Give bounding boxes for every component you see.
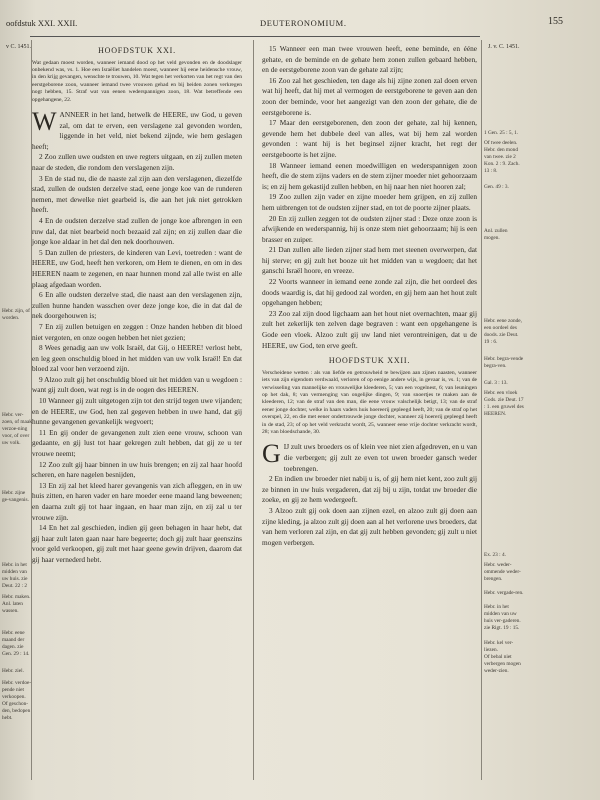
margin-note: Of bebal niet verbergen mogen weder-zien. xyxy=(484,654,521,674)
margin-note: Hebr. ziel. xyxy=(2,668,24,674)
header-book-title: DEUTERONOMIUM. xyxy=(260,18,347,28)
chapter-title: HOOFDSTUK XXII. xyxy=(328,356,411,366)
margin-note: Gen. 49 : 3. xyxy=(484,184,509,190)
right-column xyxy=(262,44,477,548)
verse: 2 En indien uw broeder niet nabij u is, of gij hem niet kent, zoo zult gij ze binnen in uw huis vergaderen, dat zij bij u zijn, totdat uw broeder die zoeke, en gij ze hem wedergeeft. xyxy=(262,474,477,505)
verse: 5 Dan zullen de priesters, de kinderen van Levi, toetreden : want de HEERE, uw God, heeft hen verkoren, om Hem te dienen, en om in des HEEREN naam te zegenen, en naar hunnen mond zal alle twist en alle plaag afgedaan worden. xyxy=(32,247,242,289)
margin-note: Hebr. verdoe-pende niet verkoopen. Of geschon-den, bedopen hebt. xyxy=(2,680,32,721)
year-right: J. v. C. 1451. xyxy=(488,44,520,50)
verse: 3 Alzoo zult gij ook doen aan zijnen ezel, en alzoo zult gij doen aan zijne kleding, ja alzoo zult gij doen aan al het verlorene uws broeders, dat van hem verloren zal zijn, en dat gij zult hebben gevonden; gij zult u niet mogen verbergen. xyxy=(262,506,477,547)
verse: 9 Alzoo zult gij het onschuldig bloed uit het midden van u wegdoen : want gij zult doen, wat regt is in de oogen des HEEREN. xyxy=(32,374,242,395)
drop-cap: G xyxy=(262,439,281,469)
verse: 12 Zoo zult gij haar binnen in uw huis brengen; en zij zal haar hoofd scheren, en hare nagelen besnijden, xyxy=(32,459,242,480)
verse: 2 Zoo zullen uwe oudsten en uwe regters uitgaan, en zij zullen meten naar de steden, die rondom den verslagenen zijn. xyxy=(32,152,242,172)
verse: 14 En het zal geschieden, indien gij geen behagen in haar hebt, dat gij haar zult laten gaan naar hare begeerte; doch gij zult haar geenszins voor geld verkoopen, gij zult met haar geene gewin drijven, daarom dat gij haar vernederd hebt. xyxy=(32,523,242,564)
margin-note: Hebr. een vloek Gods. zie Deut. 17 : 1. een gruwel des HEEREN. xyxy=(484,390,524,417)
margin-note: Hebr. kel ver-liezen. xyxy=(484,640,514,653)
verse: WANNEER in het land, hetwelk de HEERE, uw God, u geven zal, om dat te erven, een verslagene zal gevonden worden, liggende in het veld, niet bekend zijnde, wie hem geslagen heeft; xyxy=(32,107,242,151)
verse: 16 Zoo zal het geschieden, ten dage als hij zijne zonen zal doen erven wat hij heeft, dat hij met al vermogen de eerstgeborene te geven aan den zoon der beminde, voor het aangezigt van den zoon der gehate, die de eerstgeborene is. xyxy=(262,75,477,117)
margin-divider-right xyxy=(481,40,482,780)
verse: 23 Zoo zal zijn dood ligchaam aan het hout niet overnachten, maar gij zult het zekerlijk ten zelven dage begraven : want een opgehangene is Gode een vloek. Alzoo zult gij uw land niet verontreinigen, dat u de HEERE, uw God, ten erve geeft. xyxy=(262,308,477,350)
page-header xyxy=(0,16,600,50)
chapter-summary: Verscheidene wetten : als van liefde en getrouwheid te bewijzen aan zijnen naasten, wanneer iets van zijn eigendom verdwaald, verloren of op eenige andere wijs, in gevaar is, vs. 1; van de verwisseling van mannelijke en vrouwelijke kleederen, 5; van een vogelnest, 6; van leuningen op het dak, 8; van vermenging van ongelijke dingen, 9; van snoertjes te maken aan de kleederen, 12; van de straf van den man, die eene vrouw valschelijk betigt, 13; van de straf eener jonge dochter, welke in haars vaders huis hoereerij gepleegd heeft, 20; van de straf op het overspel, 22, en die met eener ondertrouwde jonge dochter, wanneer zij hoererij gepleegd heeft in de stad, 23; of op het veld verkracht wordt, 25, wanneer eene vrije dochter verkracht wordt, 28; van bloedschande, 30. xyxy=(262,369,477,436)
margin-note: Hebr. begra-vende begra-ven. xyxy=(484,356,524,369)
chapter-title: HOOFDSTUK XXI. xyxy=(98,46,176,55)
margin-note: Hebr. eene zonde, een oordeel des doods. zie Deut. 19 : 6. xyxy=(484,318,522,345)
margin-note: Hebr. zijne ge-vangenis. xyxy=(2,490,29,503)
margin-note: Of twee deelen. Hebr. den mond van twee. zie 2 Kon. 2 : 9. Zach. 13 : 8. xyxy=(484,140,520,174)
page-number: 155 xyxy=(548,16,563,27)
margin-note: Hebr. maken. Anl. laten wassen. xyxy=(2,594,31,614)
margin-note: Hebr. weder-ommende weder-brengen. xyxy=(484,562,521,582)
margin-note: Hebr. ver-zoen, of maak verzoe-ning voor, of over uw volk. xyxy=(2,412,32,446)
header-chapter-ref: oofdstuk XXI. XXII. xyxy=(6,18,78,28)
margin-note: Hebr. in het midden van uw huis ver-gaderen. zie Rigt. 19 : 15. xyxy=(484,604,521,631)
chapter-summary: Wat gedaan moest worden, wanneer iemand dood op het veld gevonden en de doodslager onbekend was, vs. 1. Hoe een Israëliet handelen moest, wanneer hij eene heidensche vrouw, in den krijg gevangen, wenschte te trouwen, 10. Wat tegen het verkorten van het regt van den eerstgeborene zoon, wanneer iemand twee vrouwen gehad en bij beiden zonen verkregen nogt hebben, 15. Straf wat van eenen wederspannigen zoon, 18. Wat betreffende een opgehangene, 22. xyxy=(32,59,242,103)
verse: 3 En de stad nu, die de naaste zal zijn aan den verslagenen, diezelfde stad, zullen de oudsten derzelve stad, eene jonge koe van de runderen nemen, met dewelke niet gearbeid is, die aan het juk niet getrokken heeft. xyxy=(32,173,242,215)
verse: 15 Wanneer een man twee vrouwen heeft, eene beminde, en ééne gehate, en de beminde en de gehate hem zonen zullen gebaard hebben, en de eerstgeborene zoon van de gehate zal zijn; xyxy=(262,44,477,75)
header-rule xyxy=(30,36,480,37)
margin-note: Hebr. in het midden van uw huis. zie Deut. 22 : 2 xyxy=(2,562,28,589)
year-left: v C. 1451. xyxy=(6,44,32,50)
left-column xyxy=(32,44,242,566)
verse: 7 En zij zullen betuigen en zeggen : Onze handen hebben dit bloed niet vergoten, en onze oogen hebben het niet gezien; xyxy=(32,321,242,342)
margin-note: Gal. 3 : 13. xyxy=(484,380,508,386)
verse: 10 Wanneer gij zult uitgetogen zijn tot den strijd tegen uwe vijanden; en de HEERE, uw God, hen zal gegeven hebben in uwe hand, dat gij hunne gevangenen gevankelijk wegvoert; xyxy=(32,396,242,427)
verse: 20 En zij zullen zeggen tot de oudsten zijner stad : Deze onze zoon is afwijkende en wederspannig, hij is onze stem niet gehoorzaam; hij is een brasser en zuiper. xyxy=(262,213,477,244)
verse: 6 En alle oudsten derzelve stad, die naast aan den verslagenen zijn, zullen hunne handen wasschen over deze jonge koe, die in dat dal de nek doorgehouwen is; xyxy=(32,290,242,321)
verse: 11 En gij onder de gevangenen zult zien eene vrouw, schoon van gedaante, en gij lust tot haar gekregen zult hebben, dat gij ze u ter vrouwe neemt; xyxy=(32,427,242,459)
verse: 4 En de oudsten derzelve stad zullen de jonge koe afbrengen in een ruw dal, dat niet bearbeid noch bezaaid zal zijn; en zij zullen daar die jonge koe aldaar in het dal den nek doorhouwen. xyxy=(32,215,242,247)
verse: 13 En zij zal het kleed harer gevangenis van zich afleggen, en in uw huis zitten, en haren vader en hare moeder eene maand lang beweenen; en daarna zult gij tot haar ingaan, en haar man zijn, en zij zal u ter vrouwe zijn. xyxy=(32,480,242,522)
margin-note: Hebr. zijn, of worden. xyxy=(2,308,30,321)
verse: 22 Voorts wanneer in iemand eene zonde zal zijn, die het oordeel des doods waardig is, dat hij gedood zal worden, en gij hem aan het hout zult opgehangen hebben; xyxy=(262,277,477,308)
margin-note: Anl. zullen mogen. xyxy=(484,228,508,241)
verse: 21 Dan zullen alle lieden zijner stad hem met steenen overwerpen, dat hij sterve; en gij zult het booze uit het midden van u wegdoen; dat het ganschi Israël hoore, en vreeze. xyxy=(262,245,477,276)
verse: 17 Maar den eerstgeborenen, den zoon der gehate, zal hij kennen, gevende hem het dubbele deel van alles, wat bij hem zal worden gevonden : want hij is het beginsel zijner kracht, het regt der eerstgeboorte is het zijne. xyxy=(262,118,477,159)
verse: 8 Wees genadig aan uw volk Israël, dat Gij, o HEERE! verlost hebt, en leg geen onschuldig bloed in het midden van uw volk Israël! En dat bloed zal voor hen verzoend zijn. xyxy=(32,343,242,374)
column-divider xyxy=(253,40,254,780)
margin-note: 1 Gen. 25 : 5, 1. xyxy=(484,130,519,136)
margin-note: Ex. 23 : 4. xyxy=(484,552,506,558)
margin-note: Hebr. eene maand der dagen. zie Gen. 29 : 14. xyxy=(2,630,30,657)
verse: 18 Wanneer iemand eenen moedwilligen en wederspannigen zoon heeft, die de stem zijns vaders en de stem zijner moeder niet gehoorzaam is; en zij hem gekastijd zullen hebben, en hij naar hen niet hooren zal; xyxy=(262,160,477,191)
verse: GIJ zult uws broeders os of klein vee niet zien afgedreven, en u van die verbergen; gij zult ze even tot uwen broeder gansch weder toebrengen. xyxy=(262,439,477,473)
margin-note: Hebr. vergade-ren. xyxy=(484,590,524,596)
drop-cap: W xyxy=(32,107,57,137)
verse: 19 Zoo zullen zijn vader en zijne moeder hem grijpen, en zij zullen hem uitbrengen tot de oudsten zijner stad, en tot de poorte zijner plaats. xyxy=(262,192,477,212)
